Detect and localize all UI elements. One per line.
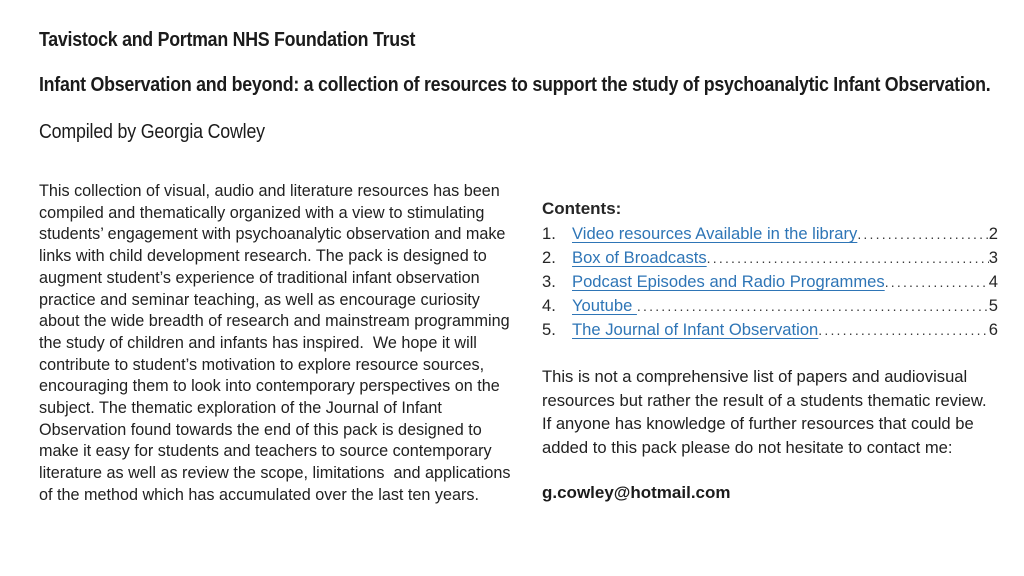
contents-item-page: 4 bbox=[988, 272, 998, 291]
contents-item-link[interactable]: Youtube bbox=[572, 296, 637, 315]
contents-item-link[interactable]: Podcast Episodes and Radio Programmes bbox=[572, 272, 885, 291]
slide-header bbox=[39, 27, 993, 144]
leader-dots bbox=[637, 295, 989, 318]
leader-dots bbox=[857, 223, 988, 246]
compiled-by: Compiled by Georgia Cowley bbox=[39, 120, 265, 143]
contents-item-number: 2. bbox=[542, 248, 556, 267]
contents-item bbox=[542, 246, 998, 270]
leader-dots bbox=[818, 319, 988, 342]
contents-item-number: 5. bbox=[542, 320, 556, 339]
note-paragraph: This is not a comprehensive list of papers and audiovisual resources but rather the result of a students thematic review. If anyone has knowledge of further resources that could be added to this pack please do not hesitate to contact me: bbox=[542, 367, 992, 457]
leader-dots bbox=[707, 247, 989, 270]
contents-item-page: 6 bbox=[988, 320, 998, 339]
intro-paragraph: This collection of visual, audio and literature resources has been compiled and thematically organized with a view to stimulating students’ engagement with psychoanalytic observation and make links with child development research. The pack is designed to augment student’s experience of traditional infant observation practice and seminar teaching, as well as encourage curiosity about the wide breadth of research and mainstream programming the study of children and infants has inspired. We hope it will contribute to student’s motivation to explore resource sources, encouraging them to look into contemporary perspectives on the subject. The thematic exploration of the Journal of Infant Observation found towards the end of this pack is designed to make it easy for students and teachers to source contemporary literature as well as review the scope, limitations and applications of the method which has accumulated over the last ten years. bbox=[39, 182, 515, 504]
contents-item-number: 4. bbox=[542, 296, 556, 315]
contents-list bbox=[542, 222, 998, 342]
contents-item-number: 1. bbox=[542, 224, 556, 243]
contents-item bbox=[542, 270, 998, 294]
contents-item-link[interactable]: The Journal of Infant Observation bbox=[572, 320, 819, 339]
contents-item bbox=[542, 294, 998, 318]
contents-item-number: 3. bbox=[542, 272, 556, 291]
page-subtitle: Infant Observation and beyond: a collection of resources to support the study of psychoanalytic Infant Observation. bbox=[39, 74, 991, 96]
contents-item-page: 3 bbox=[988, 248, 998, 267]
contents-heading: Contents: bbox=[542, 199, 622, 218]
page-title: Tavistock and Portman NHS Foundation Trust bbox=[39, 29, 416, 51]
contact-email: g.cowley@hotmail.com bbox=[542, 483, 731, 502]
contents-item bbox=[542, 222, 998, 246]
right-column bbox=[542, 197, 998, 503]
leader-dots bbox=[885, 271, 989, 294]
contents-item-link[interactable]: Box of Broadcasts bbox=[572, 248, 707, 267]
contents-item-page: 2 bbox=[988, 224, 998, 243]
contents-item bbox=[542, 318, 998, 342]
contents-item-page: 5 bbox=[988, 296, 998, 315]
contents-item-link[interactable]: Video resources Available in the library bbox=[572, 224, 858, 243]
